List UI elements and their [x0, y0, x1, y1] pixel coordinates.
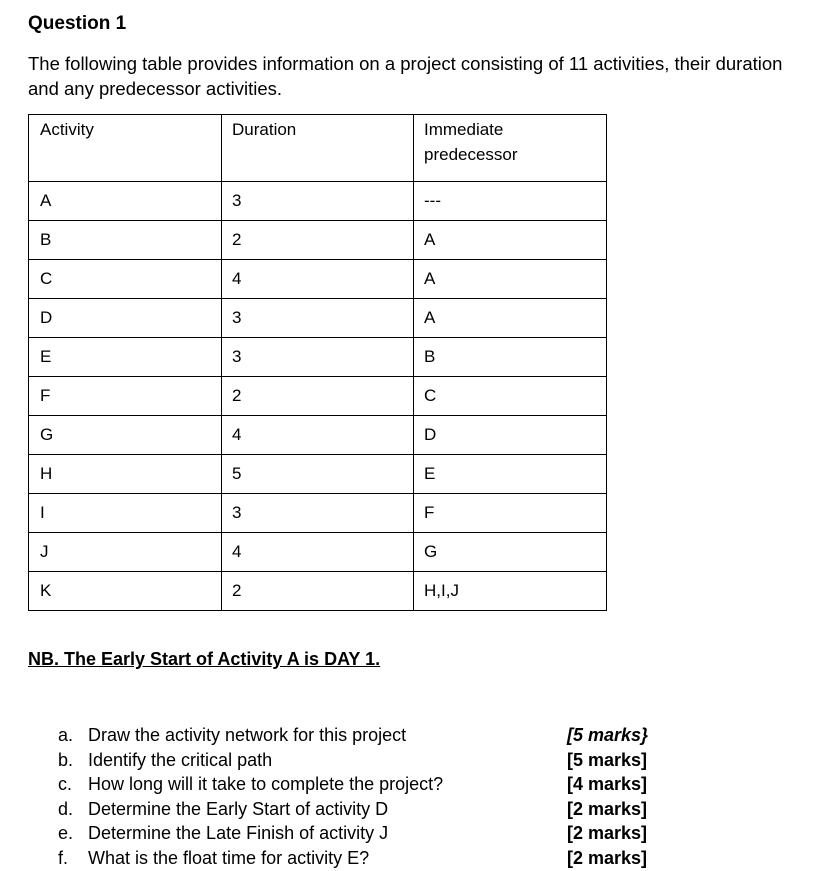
question-marks: [5 marks} [567, 725, 649, 745]
question-letter: a. [58, 725, 74, 745]
question-letter: e. [58, 823, 74, 844]
cell-predecessor: --- [414, 182, 607, 221]
cell-duration: 2 [222, 377, 414, 416]
cell-predecessor: F [414, 494, 607, 533]
cell-activity: K [29, 572, 222, 611]
cell-predecessor: H,I,J [414, 572, 607, 611]
cell-activity: C [29, 260, 222, 299]
cell-duration: 3 [222, 182, 414, 221]
cell-activity: A [29, 182, 222, 221]
question-marks: [2 marks] [567, 823, 648, 844]
cell-predecessor: B [414, 338, 607, 377]
marks-column [567, 723, 648, 871]
cell-activity: F [29, 377, 222, 416]
question-text: Identify the critical path [88, 749, 273, 770]
cell-duration: 5 [222, 455, 414, 494]
question-text: What is the float time for activity E? [88, 847, 370, 868]
cell-activity: B [29, 221, 222, 260]
question-text: Determine the Early Start of activity D [88, 798, 389, 819]
cell-duration: 4 [222, 260, 414, 299]
table-row [29, 182, 607, 221]
table-row [29, 416, 607, 455]
header-predecessor [414, 115, 607, 182]
cell-predecessor: A [414, 299, 607, 338]
cell-predecessor: G [414, 533, 607, 572]
cell-predecessor: A [414, 221, 607, 260]
cell-activity: E [29, 338, 222, 377]
question-text: How long will it take to complete the project? [88, 774, 444, 795]
question-marks: [2 marks] [567, 847, 648, 868]
cell-duration: 3 [222, 494, 414, 533]
cell-activity: G [29, 416, 222, 455]
cell-duration: 4 [222, 416, 414, 455]
question-letter: d. [58, 798, 74, 819]
question-item [58, 772, 443, 797]
table-row [29, 494, 607, 533]
question-item [58, 846, 443, 871]
question-item [58, 723, 443, 748]
question-letter: c. [58, 774, 73, 795]
question-letter: b. [58, 749, 74, 770]
table-row [29, 260, 607, 299]
cell-activity: J [29, 533, 222, 572]
cell-activity: D [29, 299, 222, 338]
table-row [29, 533, 607, 572]
cell-predecessor: E [414, 455, 607, 494]
table-header-row [29, 115, 607, 182]
question-title: Question 1 [28, 13, 127, 34]
intro-paragraph: The following table provides information on a project consisting of 11 activities, their duration and any predecessor activities. [28, 53, 783, 99]
question-letter: f. [58, 847, 69, 868]
cell-predecessor: D [414, 416, 607, 455]
table-row [29, 338, 607, 377]
question-marks: [5 marks] [567, 749, 648, 770]
question-marks: [4 marks] [567, 774, 648, 795]
cell-duration: 4 [222, 533, 414, 572]
question-text: Draw the activity network for this project [88, 725, 407, 745]
table-row [29, 572, 607, 611]
cell-predecessor: C [414, 377, 607, 416]
question-item [58, 748, 443, 773]
table-row [29, 299, 607, 338]
header-duration: Duration [222, 115, 414, 182]
cell-duration: 3 [222, 299, 414, 338]
header-predecessor-text: Immediate predecessor [424, 120, 518, 164]
cell-duration: 3 [222, 338, 414, 377]
cell-predecessor: A [414, 260, 607, 299]
table-row [29, 377, 607, 416]
question-list [58, 723, 443, 871]
cell-activity: I [29, 494, 222, 533]
question-item [58, 821, 443, 846]
question-text: Determine the Late Finish of activity J [88, 823, 389, 844]
table-row [29, 455, 607, 494]
cell-duration: 2 [222, 572, 414, 611]
cell-duration: 2 [222, 221, 414, 260]
activity-table [28, 114, 607, 611]
cell-activity: H [29, 455, 222, 494]
question-marks: [2 marks] [567, 798, 648, 819]
table-row [29, 221, 607, 260]
early-start-note: NB. The Early Start of Activity A is DAY 1. [28, 649, 381, 669]
question-item [58, 797, 443, 822]
header-activity: Activity [29, 115, 222, 182]
